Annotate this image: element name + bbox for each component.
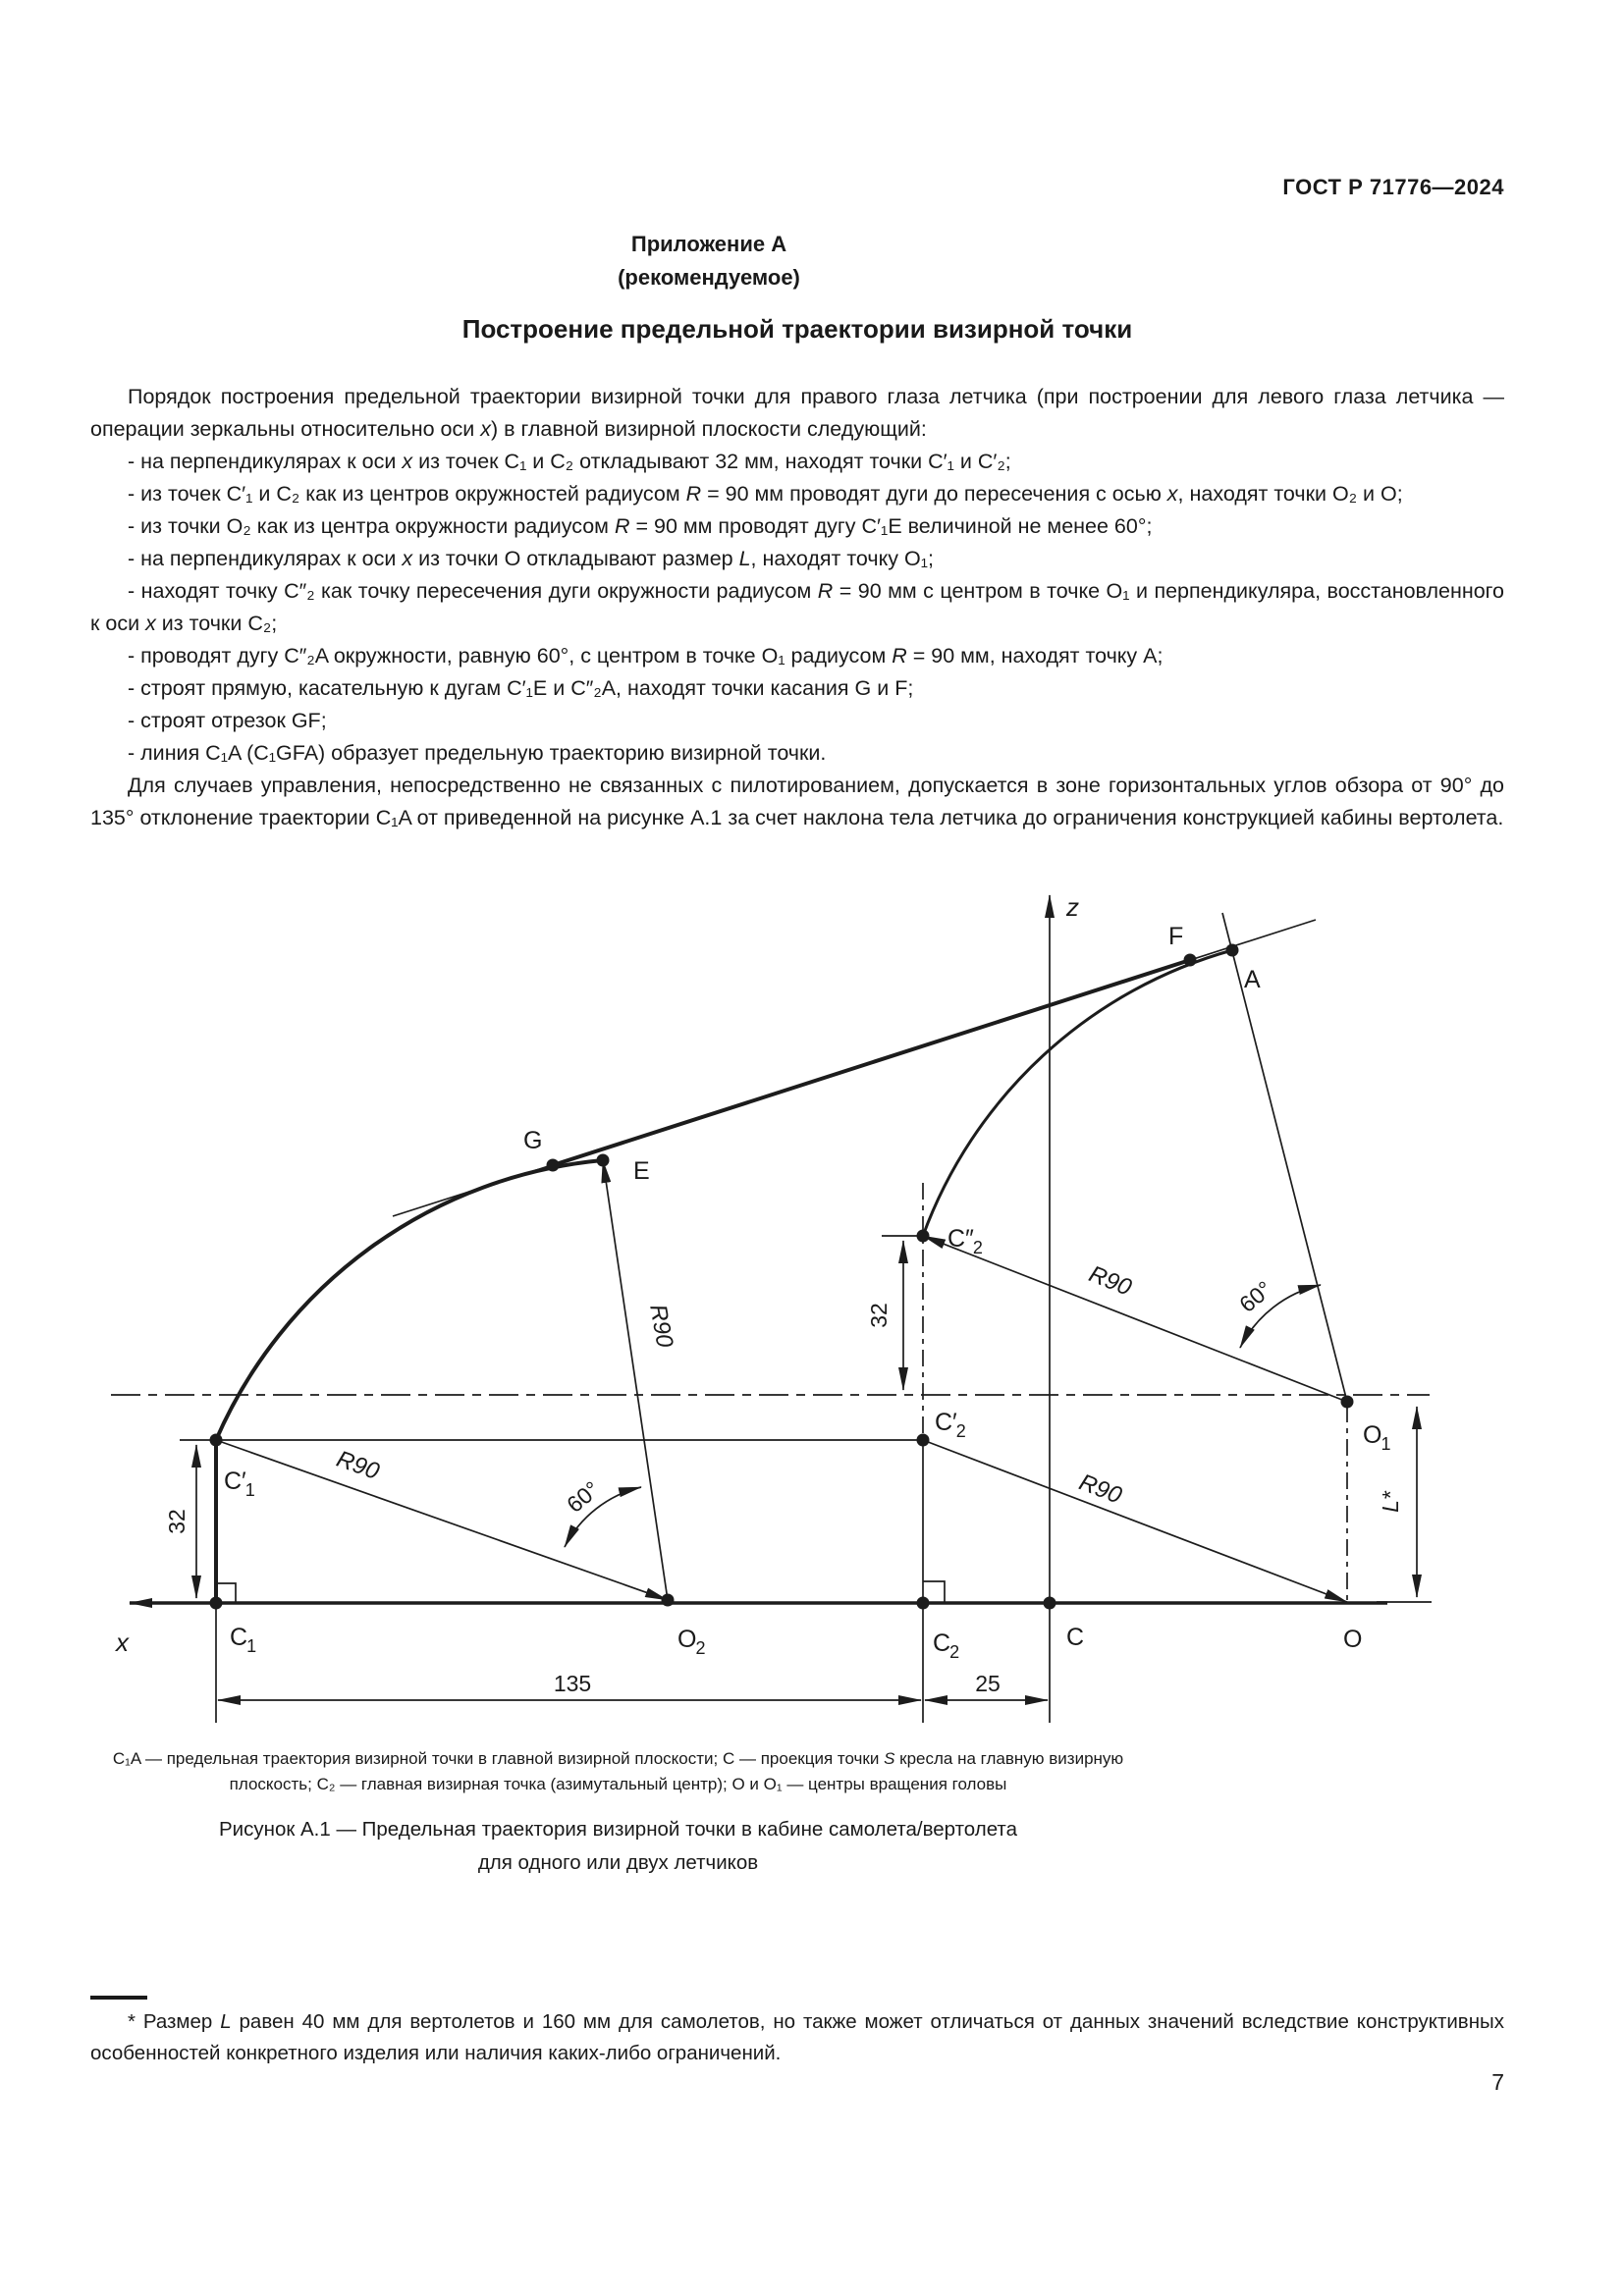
paragraph: Порядок построения предельной траектории визирной точки для правого глаза летчика (при построении для левого глаза летчика — операции зеркальны относительно оси x) в главной визирной плоскости следующий: <box>90 385 1504 441</box>
figure-label: R90 <box>644 1302 678 1350</box>
figure-label: E <box>633 1157 650 1185</box>
paragraph: - из точек C′₁ и C₂ как из центров окружностей радиусом R = 90 мм проводят дуги до пересечения с осью x, находят точки O₂ и O; <box>128 482 1403 506</box>
figure-label: 60° <box>1234 1275 1277 1318</box>
figure-label: C″2 <box>947 1225 983 1257</box>
figure-label: R90 <box>333 1445 383 1486</box>
point-dot <box>1184 954 1197 967</box>
paragraph: - на перпендикулярах к оси x из точки O откладывают размер L, находят точку O₁; <box>128 547 934 570</box>
figure-label: O1 <box>1363 1421 1391 1454</box>
figure-label: O <box>1343 1626 1363 1653</box>
point-dot <box>210 1434 223 1447</box>
point-dot <box>917 1597 930 1610</box>
figure-caption <box>90 1746 1146 1797</box>
figure-label: z <box>1066 892 1079 922</box>
radius-C2prime-O <box>923 1440 1347 1602</box>
figure-label: 135 <box>553 1671 592 1696</box>
doc-code: ГОСТ Р 71776—2024 <box>1282 175 1504 199</box>
paragraph: - находят точку C″₂ как точку пересечения дуги окружности радиусом R = 90 мм с центром в точке O₁ и перпендикуляра, восстановленного к оси x из точки C₂; <box>90 579 1505 635</box>
page-number: 7 <box>1491 2069 1504 2095</box>
arc-C2dblprime-A <box>923 950 1232 1236</box>
radius-O1-A-extended <box>1222 913 1347 1402</box>
point-dot <box>662 1594 675 1607</box>
figure-label: O2 <box>677 1626 706 1658</box>
point-dot <box>917 1434 930 1447</box>
appendix-line1: Приложение А <box>630 232 787 256</box>
figure-label: F <box>1168 923 1184 950</box>
point-dot <box>547 1159 560 1172</box>
caption-line: плоскость; C₂ — главная визирная точка (азимутальный центр); O и O₁ — центры вращения головы <box>229 1775 1007 1793</box>
figure-label: C1 <box>230 1624 257 1656</box>
paragraph: - строят отрезок GF; <box>128 709 327 732</box>
paragraph: - линия C₁A (C₁GFA) образует предельную траекторию визирной точки. <box>128 741 827 765</box>
radius-C1prime-O2 <box>216 1440 668 1600</box>
point-dot <box>917 1230 930 1243</box>
figure-graphics <box>111 892 1432 1723</box>
point-dot <box>597 1154 610 1167</box>
figure-title-line: для одного или двух летчиков <box>477 1851 759 1874</box>
figure-title <box>90 1813 1146 1880</box>
figure-label: C2 <box>933 1629 960 1662</box>
paragraph: - строят прямую, касательную к дугам C′₁E и C″₂A, находят точки касания G и F; <box>128 676 914 700</box>
point-dot <box>1044 1597 1056 1610</box>
figure-label: C <box>1066 1624 1085 1651</box>
footnote <box>90 2006 1504 2069</box>
segment-GF <box>553 960 1190 1165</box>
figure-label: 60° <box>562 1475 605 1519</box>
footnote-paragraph: * Размер L равен 40 мм для вертолетов и 160 мм для самолетов, но также может отличаться от данных значений вследствие конструктивных особенностей конкретного изделия или наличия каких-либо ограничений. <box>90 2010 1504 2064</box>
figure-label: 32 <box>164 1509 189 1534</box>
footnote-rule <box>90 1996 147 2000</box>
figure-label: A <box>1244 966 1261 993</box>
figure-label: R90 <box>1085 1260 1136 1302</box>
caption-line: C₁A — предельная траектория визирной точки в главной визирной плоскости; C — проекция точки S кресла на главную визирную <box>112 1749 1124 1768</box>
appendix-line2: (рекомендуемое) <box>618 265 800 290</box>
figure-label: 32 <box>866 1303 892 1328</box>
point-dot <box>1341 1396 1354 1409</box>
figure-title-line: Рисунок А.1 — Предельная траектория визирной точки в кабине самолета/вертолета <box>219 1818 1017 1841</box>
figure-label: L* <box>1378 1491 1403 1513</box>
arc-C1prime-E <box>216 1160 603 1440</box>
figure-label: C′2 <box>935 1409 966 1441</box>
figure-label: G <box>523 1127 543 1154</box>
figure-label: x <box>116 1628 129 1657</box>
point-dot <box>210 1597 223 1610</box>
paragraph: - на перпендикулярах к оси x из точек C₁ и C₂ откладывают 32 мм, находят точки C′₁ и C′₂; <box>128 450 1011 473</box>
page-title: Построение предельной траектории визирной точки <box>461 314 1133 344</box>
point-dot <box>1226 944 1239 957</box>
radius-O1-C2dblprime <box>923 1236 1347 1402</box>
paragraph: - проводят дугу C″₂A окружности, равную 60°, с центром в точке O₁ радиусом R = 90 мм, находят точку A; <box>128 644 1164 667</box>
paragraph: - из точки O₂ как из центра окружности радиусом R = 90 мм проводят дугу C′₁E величиной не менее 60°; <box>128 514 1153 538</box>
figure-label: 25 <box>975 1671 1001 1696</box>
paragraph: Для случаев управления, непосредственно не связанных с пилотированием, допускается в зоне горизонтальных углов обзора от 90° до 135° отклонение траектории C₁A от приведенной на рисунке А.1 за счет наклона тела летчика до ограничения конструкцией кабины вертолета. <box>90 774 1504 829</box>
radius-O2-E <box>603 1160 668 1600</box>
figure-label: C′1 <box>224 1468 255 1500</box>
figure-label: R90 <box>1075 1468 1126 1510</box>
